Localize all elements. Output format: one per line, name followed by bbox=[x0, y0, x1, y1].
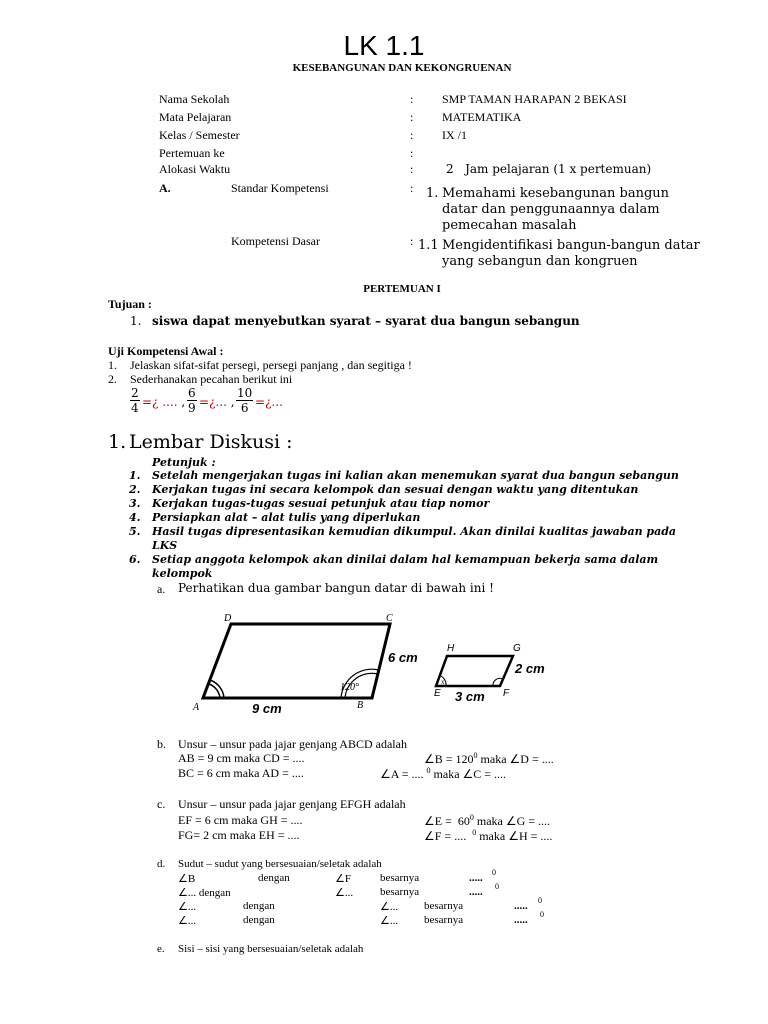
fraction-3-den: 6 bbox=[240, 401, 249, 415]
angle-mark-e bbox=[441, 676, 446, 686]
step-num: 1. bbox=[129, 469, 141, 482]
angle-a: ∠... bbox=[178, 915, 197, 927]
vertex-h: H bbox=[447, 643, 455, 654]
tujuan-text: siswa dapat menyebutkan syarat – syarat dua bangun sebangun bbox=[152, 314, 580, 328]
sec-c-r2 bbox=[424, 828, 552, 844]
page-title: LK 1.1 bbox=[343, 30, 425, 61]
fraction-sep: , bbox=[177, 395, 186, 409]
side-label-3cm: 3 cm bbox=[455, 689, 485, 704]
sec-c-l2: FG= 2 cm maka EH = .... bbox=[178, 828, 300, 842]
fraction-2-tail-text: =¿... bbox=[199, 395, 227, 409]
sec-b-l1: AB = 9 cm maka CD = .... bbox=[178, 751, 305, 765]
sec-b-r1 bbox=[424, 751, 554, 767]
word-besarnya: besarnya bbox=[424, 900, 464, 912]
side-label-9cm: 9 cm bbox=[252, 701, 282, 716]
fraction-sep: , bbox=[226, 395, 235, 409]
angle-mark-f bbox=[493, 678, 503, 686]
lembar-title: Lembar Diskusi : bbox=[129, 431, 293, 453]
dots: ..... bbox=[469, 872, 483, 884]
parallelogram-abcd bbox=[203, 624, 390, 698]
sec-c-l1: EF = 6 cm maka GH = .... bbox=[178, 813, 303, 827]
degree-sup: 0 bbox=[540, 910, 544, 919]
label-nama-sekolah: Nama Sekolah bbox=[159, 92, 230, 106]
pertemuan-heading: PERTEMUAN I bbox=[363, 283, 441, 295]
step-text: Hasil tugas dipresentasikan kemudian dikumpul. Akan dinilai kualitas jawaban pada bbox=[152, 525, 677, 538]
label-alokasi: Alokasi Waktu bbox=[159, 162, 231, 176]
fraction-2-tail bbox=[199, 395, 235, 409]
fraction-2-num: 6 bbox=[188, 386, 196, 400]
step-text: Persiapkan alat – alat tulis yang diperlukan bbox=[152, 511, 421, 524]
fraction-1-num: 2 bbox=[131, 386, 139, 400]
fraction-3-tail bbox=[255, 395, 283, 409]
word-besarnya: besarnya bbox=[380, 886, 420, 898]
angle-mark-a-2 bbox=[210, 680, 224, 698]
uji-num-2: 2. bbox=[108, 372, 117, 386]
fraction-1 bbox=[130, 387, 140, 415]
angle-mark-a bbox=[209, 684, 220, 698]
degree-sup: 0 bbox=[538, 896, 542, 905]
figure-intro-letter: a. bbox=[157, 582, 166, 596]
standar-line-2: datar dan penggunaannya dalam bbox=[442, 202, 660, 217]
uji-item-2: Sederhanakan pecahan berikut ini bbox=[130, 372, 293, 386]
step-num: 4. bbox=[129, 511, 141, 524]
vertex-a: A bbox=[193, 702, 200, 713]
fraction-3-tail-text: =¿... bbox=[255, 395, 283, 409]
step-num: 5. bbox=[129, 525, 141, 538]
fraction-1-den: 4 bbox=[131, 401, 139, 415]
sep: : bbox=[410, 234, 414, 248]
sep: : bbox=[410, 181, 414, 195]
uji-item-1: Jelaskan sifat-sifat persegi, persegi panjang , dan segitiga ! bbox=[130, 358, 412, 372]
angle-b: ∠... bbox=[380, 901, 399, 913]
degree-sup: 0 bbox=[473, 751, 478, 760]
standar-num: 1. bbox=[426, 186, 439, 201]
dots: ..... bbox=[514, 914, 528, 926]
fraction-3 bbox=[236, 387, 253, 415]
step-num: 2. bbox=[129, 483, 141, 496]
sec-c-title: Unsur – unsur pada jajar genjang EFGH adalah bbox=[178, 797, 406, 811]
angle-mark-x: x bbox=[441, 678, 445, 686]
sec-d-title: Sudut – sudut yang bersesuaian/seletak adalah bbox=[178, 858, 382, 870]
sep: : bbox=[410, 128, 414, 142]
kompetensi-line-1: Mengidentifikasi bangun-bangun datar bbox=[442, 238, 700, 253]
angle-mark-b bbox=[341, 669, 379, 698]
degree-sup: 0 bbox=[492, 868, 496, 877]
sec-e-letter: e. bbox=[157, 943, 165, 955]
sec-b-r2a: ∠A = .... bbox=[380, 767, 427, 781]
sep: : bbox=[410, 162, 414, 176]
standar-line-1: Memahami kesebangunan bangun bbox=[442, 186, 670, 201]
uji-num-1: 1. bbox=[108, 358, 117, 372]
degree-sup: 0 bbox=[495, 882, 499, 891]
sep: : bbox=[410, 110, 414, 124]
tujuan-heading: Tujuan : bbox=[108, 297, 152, 311]
standar-line-3: pemecahan masalah bbox=[442, 218, 577, 233]
parallelogram-efgh bbox=[436, 656, 513, 686]
step-text-cont: kelompok bbox=[152, 567, 213, 580]
angle-label-120: 120° bbox=[340, 682, 359, 693]
angle-a: ∠B bbox=[178, 873, 196, 885]
sec-c-r2a: ∠F = .... bbox=[424, 829, 473, 843]
side-label-2cm: 2 cm bbox=[515, 661, 545, 676]
label-mata-pelajaran: Mata Pelajaran bbox=[159, 110, 232, 124]
section-letter-a: A. bbox=[159, 181, 171, 195]
sep: : bbox=[410, 92, 414, 106]
kompetensi-line-2: yang sebangun dan kongruen bbox=[442, 254, 638, 269]
word-besarnya: besarnya bbox=[380, 872, 420, 884]
angle-b: ∠... bbox=[335, 887, 354, 899]
label-standar: Standar Kompetensi bbox=[231, 181, 329, 195]
sec-c-r1 bbox=[424, 813, 550, 829]
sec-b-l2: BC = 6 cm maka AD = .... bbox=[178, 766, 304, 780]
label-kompetensi-dasar: Kompetensi Dasar bbox=[231, 234, 320, 248]
angle-b: ∠... bbox=[380, 915, 399, 927]
sec-c-letter: c. bbox=[157, 797, 166, 811]
sec-b-letter: b. bbox=[157, 737, 166, 751]
fraction-2 bbox=[187, 387, 197, 415]
degree-sup: 0 bbox=[469, 813, 474, 822]
step-text: Setiap anggota kelompok akan dinilai dalam hal kemampuan bekerja sama dalam bbox=[152, 553, 659, 566]
sec-b-title: Unsur – unsur pada jajar genjang ABCD adalah bbox=[178, 737, 407, 751]
figure-intro: Perhatikan dua gambar bangun datar di bawah ini ! bbox=[178, 581, 494, 595]
vertex-e: E bbox=[434, 688, 441, 699]
kompetensi-num: 1.1 bbox=[418, 238, 439, 253]
tujuan-num: 1. bbox=[130, 314, 142, 328]
angle-a: ∠... dengan bbox=[178, 887, 231, 899]
uji-heading: Uji Kompetensi Awal : bbox=[108, 344, 224, 358]
angle-a: ∠... bbox=[178, 901, 197, 913]
angle-mark-b-2 bbox=[345, 673, 378, 698]
dots: ..... bbox=[469, 886, 483, 898]
step-num: 6. bbox=[129, 553, 141, 566]
fraction-1-tail-text: =¿ .... bbox=[142, 395, 178, 409]
vertex-b: B bbox=[357, 700, 364, 711]
word-besarnya: besarnya bbox=[424, 914, 464, 926]
lembar-num: 1. bbox=[108, 431, 127, 453]
step-text-cont: LKS bbox=[152, 539, 178, 552]
angle-b: ∠F bbox=[335, 873, 351, 885]
value-mata-pelajaran: MATEMATIKA bbox=[442, 110, 522, 124]
page-subtitle: KESEBANGUNAN DAN KEKONGRUENAN bbox=[292, 62, 512, 74]
value-nama-sekolah: SMP TAMAN HARAPAN 2 BEKASI bbox=[442, 92, 627, 106]
vertex-g: G bbox=[513, 643, 521, 654]
sec-c-r1b: maka ∠G = .... bbox=[473, 814, 551, 828]
sep: : bbox=[410, 146, 414, 160]
side-label-6cm: 6 cm bbox=[388, 650, 418, 665]
word-dengan: dengan bbox=[243, 900, 275, 912]
value-kelas: IX /1 bbox=[442, 128, 467, 142]
sec-b-r1b: maka ∠D = .... bbox=[477, 752, 554, 766]
fraction-3-num: 10 bbox=[237, 386, 253, 400]
step-num: 3. bbox=[129, 497, 141, 510]
sec-b-r2b: maka ∠C = .... bbox=[430, 767, 507, 781]
degree-sup: 0 bbox=[426, 766, 431, 775]
value-alokasi: 2 Jam pelajaran (1 x pertemuan) bbox=[446, 162, 652, 176]
dots: ..... bbox=[514, 900, 528, 912]
label-kelas: Kelas / Semester bbox=[159, 128, 240, 142]
vertex-c: C bbox=[386, 613, 393, 624]
sec-c-r1a: ∠E = 60 bbox=[424, 814, 470, 828]
sec-b-r1a: ∠B = 120 bbox=[424, 752, 474, 766]
step-text: Setelah mengerjakan tugas ini kalian akan menemukan syarat dua bangun sebangun bbox=[152, 469, 679, 482]
step-text: Kerjakan tugas-tugas sesuai petunjuk atau tiap nomor bbox=[152, 497, 490, 510]
fraction-1-tail bbox=[142, 395, 185, 409]
vertex-d: D bbox=[224, 613, 232, 624]
sec-e-title: Sisi – sisi yang bersesuaian/seletak adalah bbox=[178, 943, 364, 955]
label-pertemuan: Pertemuan ke bbox=[159, 146, 225, 160]
petunjuk-label: Petunjuk : bbox=[152, 456, 216, 469]
degree-sup: 0 bbox=[472, 828, 477, 837]
sec-b-r2 bbox=[380, 766, 506, 782]
vertex-f: F bbox=[503, 688, 510, 699]
sec-d-letter: d. bbox=[157, 858, 166, 870]
word-dengan: dengan bbox=[243, 914, 275, 926]
sec-c-r2b: maka ∠H = .... bbox=[476, 829, 553, 843]
word-dengan: dengan bbox=[258, 872, 290, 884]
fraction-2-den: 9 bbox=[188, 401, 196, 415]
step-text: Kerjakan tugas ini secara kelompok dan sesuai dengan waktu yang ditentukan bbox=[152, 483, 639, 496]
